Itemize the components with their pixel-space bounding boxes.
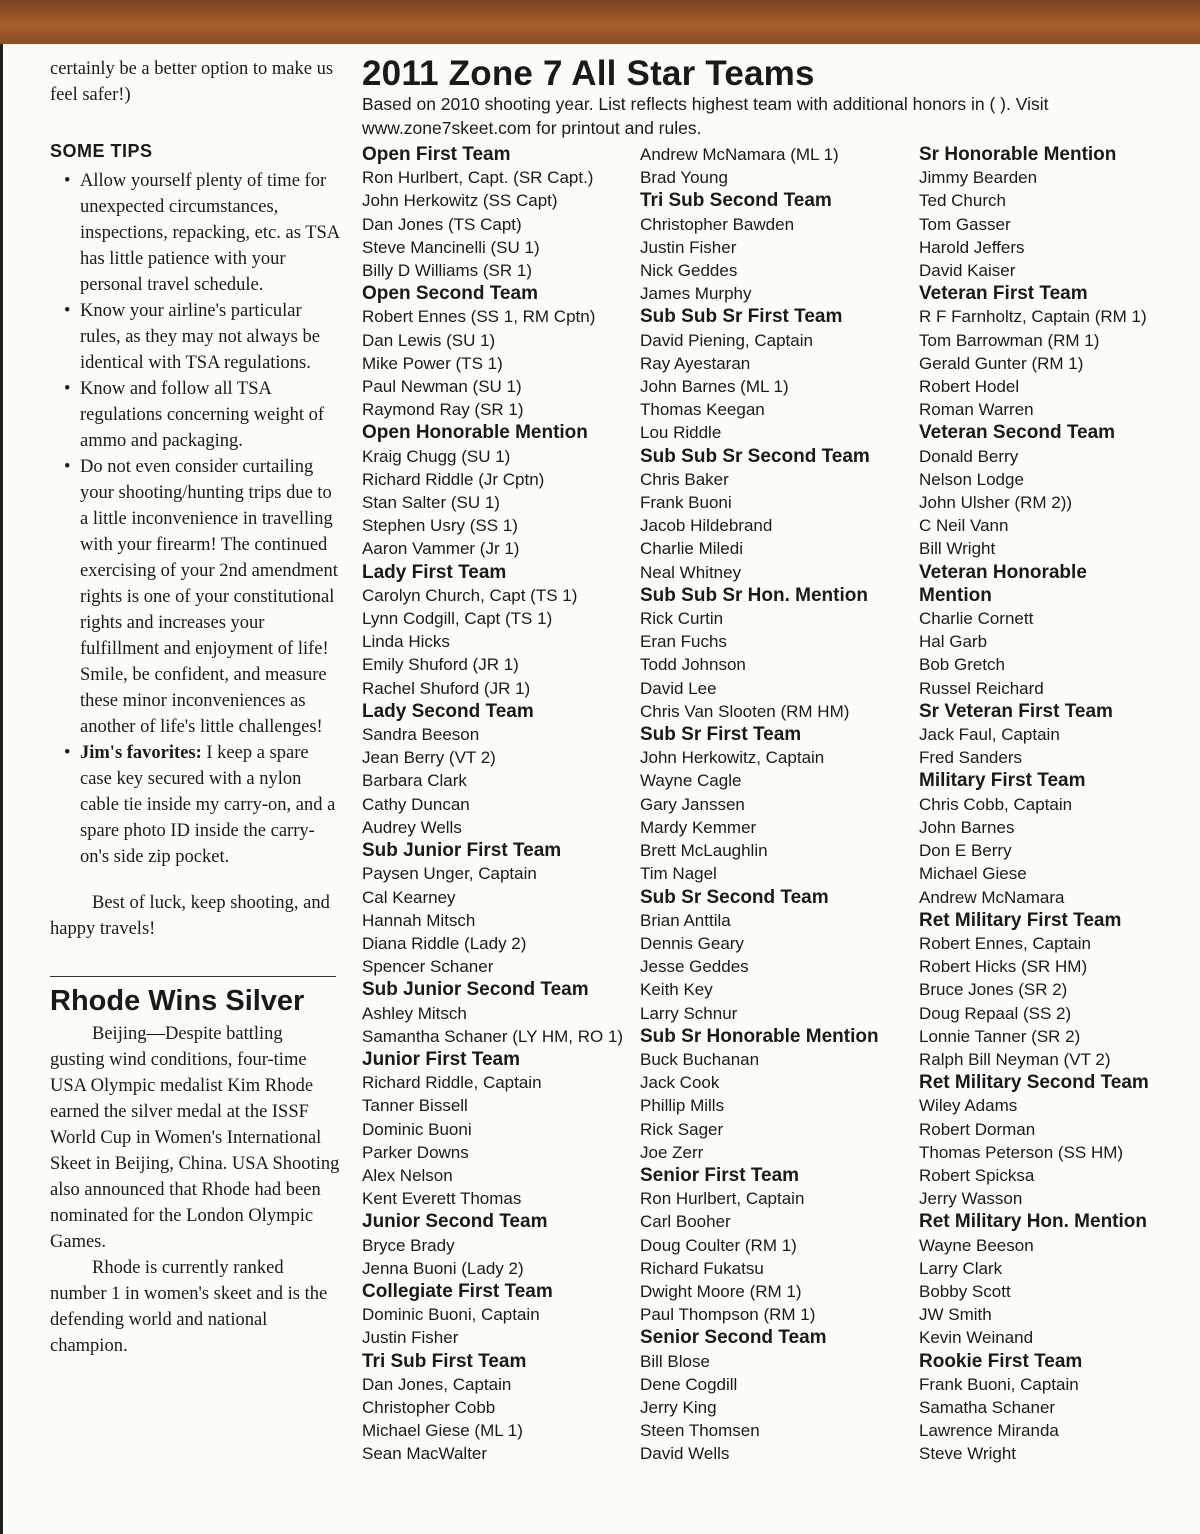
team-member: Steen Thomsen (640, 1421, 760, 1441)
team-heading: Tri Sub Second Team (640, 190, 832, 212)
team-heading: Open Second Team (362, 283, 538, 305)
team-member: Ashley Mitsch (362, 1003, 467, 1023)
news-paragraph: Beijing—Despite battling gusting wind conditions, four-time USA Olympic medalist Kim Rhode earned the silver medal at the ISSF World Cup in Women's International Skeet in Beijing, China. USA Shooting also announced that Rhode had been nominated for the London Olympic Games. (50, 1024, 340, 1252)
team-member: Paysen Unger, Captain (362, 864, 537, 884)
team-member: Tom Gasser (919, 214, 1011, 234)
team-member: Sandra Beeson (362, 725, 480, 745)
team-member: Thomas Peterson (SS HM) (919, 1142, 1124, 1162)
team-heading: Sub Sr Second Team (640, 886, 829, 908)
team-member: Steve Mancinelli (SU 1) (362, 237, 540, 257)
team-member: Dan Jones (TS Capt) (362, 214, 522, 234)
team-member: Jerry King (640, 1397, 717, 1417)
team-member: Kevin Weinand (919, 1328, 1034, 1348)
team-member: Wayne Beeson (919, 1235, 1034, 1255)
team-member: Brian Anttila (640, 910, 731, 930)
section-divider (50, 976, 336, 977)
page-subtitle: Based on 2010 shooting year. List reflects highest team with additional honors in ( ). Visit www.zone7skeet.com for printout and rules. (362, 94, 1049, 138)
team-member: Samatha Schaner (919, 1397, 1056, 1417)
team-member: Harold Jeffers (919, 237, 1025, 257)
team-member: Nick Geddes (640, 261, 738, 281)
team-member: Charlie Miledi (640, 539, 743, 559)
team-member: Hannah Mitsch (362, 910, 476, 930)
team-member: Justin Fisher (362, 1328, 459, 1348)
team-member: Doug Coulter (RM 1) (640, 1235, 797, 1255)
team-member: Carolyn Church, Capt (TS 1) (362, 585, 578, 605)
team-member: Ray Ayestaran (640, 353, 751, 373)
team-heading: Mention (919, 584, 992, 606)
team-member: Alex Nelson (362, 1165, 453, 1185)
news-title: Rhode Wins Silver (50, 985, 305, 1017)
teams-column-2 (640, 143, 910, 1466)
team-member: Tim Nagel (640, 864, 717, 884)
team-member: Ralph Bill Neyman (VT 2) (919, 1049, 1111, 1069)
team-member: Dwight Moore (RM 1) (640, 1281, 802, 1301)
team-member: Robert Spicksa (919, 1165, 1035, 1185)
team-member: John Herkowitz, Captain (640, 748, 825, 768)
team-member: Joe Zerr (640, 1142, 704, 1162)
team-member: Buck Buchanan (640, 1049, 760, 1069)
team-heading: Open First Team (362, 144, 511, 165)
team-member: Richard Riddle (Jr Cptn) (362, 469, 545, 489)
team-heading: Junior First Team (362, 1048, 521, 1070)
team-member: David Kaiser (919, 261, 1016, 281)
team-member: Dennis Geary (640, 933, 744, 953)
tip-item: • Know your airline's particular rules, as they may not always be identical with TSA regulations. (50, 298, 340, 376)
team-member: Ted Church (919, 191, 1006, 211)
team-member: Bill Blose (640, 1351, 710, 1371)
team-member: Robert Ennes (SS 1, RM Cptn) (362, 307, 596, 327)
favorites-text: I keep a spare case key secured with a nylon cable tie inside my carry-on, and a spare photo ID inside the carry-on's side zip pocket. (80, 743, 336, 867)
team-member: Robert Hicks (SR HM) (919, 957, 1088, 977)
team-heading: Ret Military First Team (919, 909, 1122, 931)
team-member: Bruce Jones (SR 2) (919, 980, 1068, 1000)
tip-item: • Do not even consider curtailing your shooting/hunting trips due to a little inconvenience in travelling with your firearm! The continued exercising of your 2nd amendment rights is one of your constitutional rights and increases your fulfillment and enjoyment of life! Smile, be confident, and measure these minor inconveniences as another of life's little challenges! (50, 454, 340, 740)
team-member: Frank Buoni (640, 493, 732, 513)
team-member: James Murphy (640, 284, 752, 304)
team-heading: Senior First Team (640, 1164, 800, 1186)
team-member: Jean Berry (VT 2) (362, 748, 496, 768)
team-member: Fred Sanders (919, 748, 1022, 768)
team-member: Gerald Gunter (RM 1) (919, 353, 1084, 373)
team-member: C Neil Vann (919, 516, 1009, 536)
team-heading: Sub Sub Sr First Team (640, 306, 843, 328)
team-member: Stan Salter (SU 1) (362, 493, 500, 513)
team-member: Charlie Cornett (919, 609, 1034, 629)
team-heading: Sub Sub Sr Hon. Mention (640, 584, 868, 606)
team-member: Jesse Geddes (640, 957, 749, 977)
favorites-label: Jim's favorites: (80, 743, 202, 763)
team-heading: Veteran Honorable (919, 561, 1087, 583)
team-member: Andrew McNamara (ML 1) (640, 145, 839, 164)
team-heading: Junior Second Team (362, 1211, 548, 1233)
team-member: Samantha Schaner (LY HM, RO 1) (362, 1026, 624, 1046)
team-member: Todd Johnson (640, 655, 746, 675)
tip-item-favorites (50, 740, 340, 870)
team-member: Dan Lewis (SU 1) (362, 330, 496, 350)
team-member: Hal Garb (919, 632, 988, 652)
team-heading: Veteran Second Team (919, 422, 1116, 444)
team-member: Doug Repaal (SS 2) (919, 1003, 1072, 1023)
team-member: Gary Janssen (640, 794, 745, 814)
team-member: Bill Wright (919, 539, 996, 559)
team-member: JW Smith (919, 1305, 992, 1325)
team-heading: Lady First Team (362, 561, 507, 583)
team-heading: Tri Sub First Team (362, 1350, 527, 1372)
tip-item: • Know and follow all TSA regulations concerning weight of ammo and packaging. (50, 376, 340, 454)
team-member: Jack Faul, Captain (919, 725, 1060, 745)
team-heading: Veteran First Team (919, 283, 1088, 305)
team-heading: Sub Sr Honorable Mention (640, 1025, 879, 1047)
news-paragraph: Rhode is currently ranked number 1 in women's skeet and is the defending world and national champion. (50, 1258, 328, 1356)
team-member: Bobby Scott (919, 1281, 1011, 1301)
team-member: Michael Giese (ML 1) (362, 1421, 523, 1441)
page-edge (0, 44, 13, 1534)
team-member: Chris Baker (640, 469, 729, 489)
news-article (50, 983, 340, 1359)
team-heading: Ret Military Second Team (919, 1072, 1149, 1094)
closing-text: Best of luck, keep shooting, and happy travels! (50, 893, 330, 939)
team-member: Jack Cook (640, 1073, 720, 1093)
team-member: Diana Riddle (Lady 2) (362, 933, 527, 953)
header-bar (0, 0, 1200, 44)
team-member: John Barnes (ML 1) (640, 377, 789, 397)
team-member: Audrey Wells (362, 817, 462, 837)
team-member: Don E Berry (919, 841, 1012, 861)
team-member: Dominic Buoni (362, 1119, 472, 1139)
team-member: Linda Hicks (362, 632, 450, 652)
team-heading: Senior Second Team (640, 1327, 827, 1349)
team-member: Tom Barrowman (RM 1) (919, 330, 1100, 350)
team-member: Larry Schnur (640, 1003, 738, 1023)
team-heading: Sub Sr First Team (640, 724, 802, 746)
team-member: Robert Hodel (919, 377, 1020, 397)
team-member: Robert Ennes, Captain (919, 933, 1091, 953)
team-member: Jimmy Bearden (919, 168, 1038, 188)
team-member: Richard Riddle, Captain (362, 1073, 542, 1093)
team-member: Roman Warren (919, 400, 1034, 420)
team-member: Kent Everett Thomas (362, 1189, 522, 1209)
team-member: David Wells (640, 1444, 730, 1464)
team-member: Jerry Wasson (919, 1189, 1023, 1209)
team-member: Dene Cogdill (640, 1374, 738, 1394)
team-member: Thomas Keegan (640, 400, 765, 420)
team-member: Emily Shuford (JR 1) (362, 655, 519, 675)
team-member: David Lee (640, 678, 717, 698)
team-member: Dominic Buoni, Captain (362, 1305, 540, 1325)
team-member: Steve Wright (919, 1444, 1017, 1464)
team-member: Rick Sager (640, 1119, 724, 1139)
team-member: Wayne Cagle (640, 771, 742, 791)
team-member: Russel Reichard (919, 678, 1044, 698)
team-member: Richard Fukatsu (640, 1258, 764, 1278)
team-member: Frank Buoni, Captain (919, 1374, 1079, 1394)
team-heading: Sub Sub Sr Second Team (640, 445, 870, 467)
team-heading: Sub Junior Second Team (362, 979, 589, 1001)
team-member: Rachel Shuford (JR 1) (362, 678, 531, 698)
tips-heading: SOME TIPS (50, 141, 153, 161)
team-member: Chris Van Slooten (RM HM) (640, 701, 850, 721)
tip-item: • Allow yourself plenty of time for unexpected circumstances, inspections, repacking, etc. as TSA has little patience with your personal travel schedule. (50, 168, 340, 298)
team-member: Jenna Buoni (Lady 2) (362, 1258, 524, 1278)
team-member: Nelson Lodge (919, 469, 1024, 489)
team-member: Lonnie Tanner (SR 2) (919, 1026, 1081, 1046)
team-member: Larry Clark (919, 1258, 1003, 1278)
team-member: Rick Curtin (640, 609, 724, 629)
team-member: Michael Giese (919, 864, 1027, 884)
team-member: Brad Young (640, 168, 728, 188)
team-member: John Herkowitz (SS Capt) (362, 191, 558, 211)
tips-list (50, 168, 340, 870)
team-heading: Military First Team (919, 770, 1086, 792)
team-member: John Barnes (919, 817, 1015, 837)
team-member: Dan Jones, Captain (362, 1374, 512, 1394)
team-member: Chris Cobb, Captain (919, 794, 1073, 814)
team-member: Lawrence Miranda (919, 1421, 1059, 1441)
team-member: Bryce Brady (362, 1235, 455, 1255)
team-heading: Ret Military Hon. Mention (919, 1211, 1147, 1233)
team-member: Christopher Bawden (640, 214, 795, 234)
team-member: R F Farnholtz, Captain (RM 1) (919, 307, 1147, 327)
team-heading: Sub Junior First Team (362, 840, 562, 862)
team-member: David Piening, Captain (640, 330, 813, 350)
team-member: Wiley Adams (919, 1096, 1018, 1116)
page-title: 2011 Zone 7 All Star Teams (362, 54, 815, 93)
team-member: Neal Whitney (640, 562, 742, 582)
team-member: Billy D Williams (SR 1) (362, 261, 532, 281)
team-member: Spencer Schaner (362, 957, 494, 977)
team-member: Aaron Vammer (Jr 1) (362, 539, 520, 559)
team-heading: Rookie First Team (919, 1350, 1083, 1372)
team-member: Bob Gretch (919, 655, 1005, 675)
team-member: Tanner Bissell (362, 1096, 468, 1116)
team-member: Raymond Ray (SR 1) (362, 400, 524, 420)
team-heading: Sr Veteran First Team (919, 700, 1113, 722)
team-member: Lou Riddle (640, 423, 722, 443)
teams-column-1 (362, 143, 632, 1466)
team-member: Cal Kearney (362, 887, 456, 907)
team-member: Carl Booher (640, 1212, 731, 1232)
team-heading: Sr Honorable Mention (919, 144, 1117, 165)
team-member: Robert Dorman (919, 1119, 1036, 1139)
team-member: Stephen Usry (SS 1) (362, 516, 518, 536)
team-member: Lynn Codgill, Capt (TS 1) (362, 609, 553, 629)
team-member: Eran Fuchs (640, 632, 727, 652)
team-member: Christopher Cobb (362, 1397, 496, 1417)
team-member: Jacob Hildebrand (640, 516, 773, 536)
team-member: Paul Thompson (RM 1) (640, 1305, 816, 1325)
left-column (50, 56, 340, 1359)
team-member: Kraig Chugg (SU 1) (362, 446, 511, 466)
team-member: Phillip Mills (640, 1096, 725, 1116)
team-member: Brett McLaughlin (640, 841, 768, 861)
team-member: Keith Key (640, 980, 713, 1000)
team-member: Paul Newman (SU 1) (362, 377, 522, 397)
team-member: Barbara Clark (362, 771, 467, 791)
team-member: Sean MacWalter (362, 1444, 488, 1464)
team-heading: Open Honorable Mention (362, 422, 588, 444)
team-member: Justin Fisher (640, 237, 737, 257)
team-heading: Collegiate First Team (362, 1280, 553, 1302)
team-member: Mardy Kemmer (640, 817, 757, 837)
team-member: Mike Power (TS 1) (362, 353, 503, 373)
team-member: Ron Hurlbert, Capt. (SR Capt.) (362, 168, 594, 188)
team-member: Donald Berry (919, 446, 1019, 466)
team-member: Ron Hurlbert, Captain (640, 1189, 805, 1209)
team-heading: Lady Second Team (362, 700, 534, 722)
team-member: Parker Downs (362, 1142, 469, 1162)
team-member: Cathy Duncan (362, 794, 470, 814)
team-member: Andrew McNamara (919, 887, 1065, 907)
intro-text: certainly be a better option to make us feel safer!) (50, 59, 334, 105)
teams-column-3 (919, 143, 1189, 1466)
team-member: John Ulsher (RM 2)) (919, 493, 1073, 513)
